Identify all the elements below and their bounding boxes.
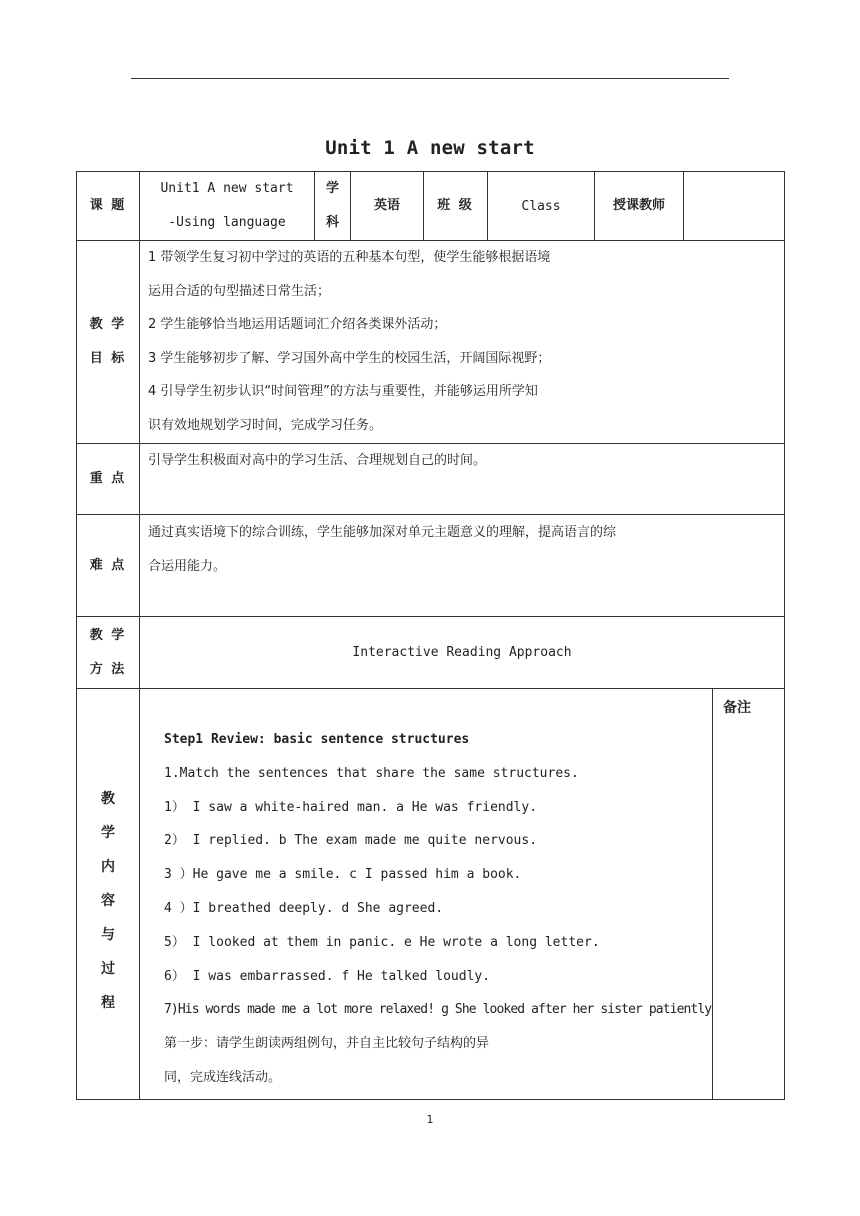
content-row: [77, 689, 785, 1100]
class-label: 班 级: [424, 172, 488, 241]
subject-label-char-2: 科: [325, 215, 339, 230]
remarks-column: [713, 689, 785, 1100]
key-points-text: 引导学生积极面对高中的学习生活、合理规划自己的时间。: [148, 453, 487, 468]
info-row: [77, 172, 785, 241]
step-title: Step1 Review: basic sentence structures: [164, 732, 470, 747]
subject-label-char-1: 学: [325, 181, 339, 196]
objective-line: 2 学生能够恰当地运用话题词汇介绍各类课外活动；: [148, 317, 447, 332]
note-line-1: 第一步：请学生朗读两组例句，并自主比较句子结构的异: [164, 1036, 490, 1052]
match-item: 6） I was embarrassed. f He talked loudly.: [164, 968, 491, 984]
methods-label-line-1: 教 学: [89, 627, 127, 643]
note-line-2: 同，完成连线活动。: [164, 1069, 282, 1085]
content-label-char: 容: [101, 892, 115, 909]
content-label-char: 学: [101, 824, 115, 841]
teacher-label: 授课教师: [595, 172, 684, 241]
content-lines: [140, 689, 712, 1099]
instruction: 1.Match the sentences that share the same structures.: [164, 765, 579, 781]
lesson-plan-table: [76, 171, 785, 1100]
match-item: 5） I looked at them in panic. e He wrote a long letter.: [164, 934, 600, 950]
content-label-char: 与: [101, 926, 115, 943]
key-points-content: [140, 444, 785, 515]
page-number: 1: [426, 1113, 434, 1126]
match-item: 4 ）I breathed deeply. d She agreed.: [164, 900, 444, 916]
objectives-label: [77, 241, 140, 444]
remarks-label: 备注: [723, 700, 751, 716]
methods-label: [77, 617, 140, 689]
objectives-label-line-1: 教 学: [89, 317, 127, 332]
difficulties-line-2: 合运用能力。: [148, 558, 227, 574]
document-title: Unit 1 A new start: [325, 137, 535, 159]
subject-value: 英语: [351, 172, 424, 241]
match-item: 3 ）He gave me a smile. c I passed him a book.: [164, 867, 522, 883]
objective-line: 1 带领学生复习初中学过的英语的五种基本句型，使学生能够根据语境: [148, 250, 551, 265]
content-label-char: 过: [101, 960, 115, 977]
objectives-label-line-2: 目 标: [89, 351, 127, 366]
methods-label-line-2: 方 法: [89, 661, 127, 677]
content-label-char: 教: [101, 790, 115, 807]
teacher-value: [684, 172, 785, 241]
key-points-label: 重 点: [77, 444, 140, 515]
content-label-char: 内: [101, 858, 115, 875]
objectives-row: [77, 241, 785, 444]
topic-label: 课 题: [77, 172, 140, 241]
match-item: 2） I replied. b The exam made me quite nervous.: [164, 833, 538, 849]
difficulties-line-1: 通过真实语境下的综合训练，学生能够加深对单元主题意义的理解，提高语言的综: [148, 525, 617, 540]
key-points-row: [77, 444, 785, 515]
match-item: 7)His words made me a lot more relaxed! g She looked after her sister patiently: [164, 1002, 712, 1018]
topic-line-2: -Using language: [168, 215, 286, 230]
difficulties-text: [140, 515, 784, 583]
content-label: [77, 689, 140, 1100]
methods-value: Interactive Reading Approach: [140, 617, 785, 689]
class-value: Class: [488, 172, 595, 241]
objectives-list: [140, 241, 784, 442]
topic-value: [140, 172, 315, 241]
objective-line: 识有效地规划学习时间，完成学习任务。: [148, 417, 383, 433]
difficulties-label: 难 点: [77, 515, 140, 617]
objective-line: 运用合适的句型描述日常生活；: [148, 283, 331, 299]
objective-line: 3 学生能够初步了解、学习国外高中学生的校园生活，开阔国际视野；: [148, 350, 551, 366]
methods-row: [77, 617, 785, 689]
content-body: [140, 689, 713, 1100]
content-label-char: 程: [101, 994, 115, 1011]
objectives-content: [140, 241, 785, 444]
objective-line: 4 引导学生初步认识“时间管理”的方法与重要性，并能够运用所学知: [148, 384, 538, 399]
subject-label: [315, 172, 351, 241]
difficulties-row: [77, 515, 785, 617]
topic-line-1: Unit1 A new start: [160, 181, 294, 196]
difficulties-content: [140, 515, 785, 617]
match-item: 1） I saw a white-haired man. a He was friendly.: [164, 799, 538, 815]
header-rule: [131, 78, 729, 79]
